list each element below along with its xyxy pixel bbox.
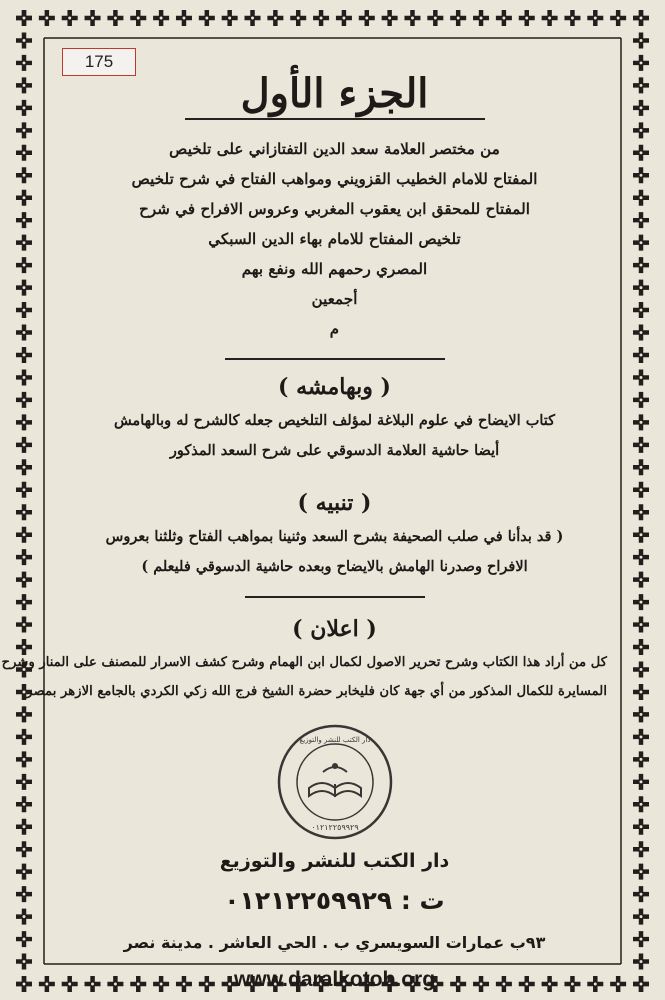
website-link[interactable]: www.daralkotob.org	[233, 968, 436, 991]
announcement-heading: ( اعلان )	[292, 616, 377, 642]
border-ornament	[633, 235, 649, 251]
stamp-number: ٠١٢١٢٢٥٩٩٢٩	[310, 823, 359, 832]
phone-number: ت : ٠١٢١٢٢٥٩٩٢٩	[224, 886, 445, 915]
border-ornament	[633, 572, 649, 588]
stamp-text: دار الكتب للنشر والتوزيع	[299, 736, 370, 744]
subtitle-line: تلخيص المفتاح للامام بهاء الدين السبكي	[208, 230, 461, 248]
border-ornament	[633, 954, 649, 970]
subtitle-line: من مختصر العلامة سعد الدين التفتازاني على تلخيص	[169, 140, 500, 158]
border-ornament	[633, 190, 649, 206]
border-ornament	[16, 167, 32, 183]
border-ornament	[176, 10, 192, 26]
border-ornament	[496, 10, 512, 26]
margin-heading: ( وبهامشه )	[278, 374, 391, 400]
border-ornament	[633, 864, 649, 880]
border-ornament	[633, 369, 649, 385]
border-ornament	[633, 661, 649, 677]
border-ornament	[199, 10, 215, 26]
border-ornament	[633, 909, 649, 925]
border-ornament	[85, 10, 101, 26]
border-ornament	[633, 774, 649, 790]
border-ornament	[16, 841, 32, 857]
border-ornament	[16, 257, 32, 273]
notice-line: الافراح وصدرنا الهامش بالايضاح وبعده حاشية الدسوقي فليعلم )	[141, 558, 528, 575]
border-ornament	[404, 10, 420, 26]
subtitle-block	[62, 134, 607, 344]
subtitle-line: المفتاح للمحقق ابن يعقوب المغربي وعروس الافراح في شرح	[139, 200, 530, 218]
border-ornament	[633, 302, 649, 318]
border-ornament	[633, 841, 649, 857]
border-ornament	[633, 549, 649, 565]
border-ornament	[633, 280, 649, 296]
title-underline	[185, 118, 485, 120]
border-ornament	[633, 10, 649, 26]
publisher-stamp	[275, 722, 395, 842]
border-ornament	[633, 122, 649, 138]
border-ornament	[633, 32, 649, 48]
border-ornament	[633, 729, 649, 745]
border-ornament	[16, 482, 32, 498]
border-ornament	[587, 10, 603, 26]
border-ornament	[62, 10, 78, 26]
border-ornament	[16, 527, 32, 543]
subtitle-line: م	[329, 320, 340, 338]
border-ornament	[633, 796, 649, 812]
border-ornament	[16, 954, 32, 970]
border-ornament	[16, 931, 32, 947]
border-ornament	[16, 751, 32, 767]
border-ornament	[16, 100, 32, 116]
publisher-name: دار الكتب للنشر والتوزيع	[219, 850, 450, 872]
border-ornament	[633, 504, 649, 520]
border-ornament	[16, 280, 32, 296]
stamp-seal-icon	[275, 722, 395, 842]
border-ornament	[542, 10, 558, 26]
border-ornament	[16, 55, 32, 71]
border-ornament	[382, 10, 398, 26]
page-number-label: 175	[62, 48, 136, 76]
border-ornament	[633, 594, 649, 610]
border-ornament	[16, 347, 32, 363]
subtitle-line: المفتاح للامام الخطيب القزويني ومواهب الفتاح في شرح تلخيص	[131, 170, 538, 188]
section-divider	[225, 358, 445, 360]
notice-line: ( قد بدأنا في صلب الصحيفة بشرح السعد وثنينا بمواهب الفتاح وثلثنا بعروس	[105, 528, 564, 545]
border-ornament	[290, 10, 306, 26]
border-ornament	[427, 10, 443, 26]
border-ornament	[633, 145, 649, 161]
border-ornament	[633, 819, 649, 835]
border-ornament	[16, 774, 32, 790]
border-ornament	[610, 10, 626, 26]
border-ornament	[16, 32, 32, 48]
border-ornament	[16, 706, 32, 722]
border-ornament	[222, 10, 238, 26]
border-ornament	[633, 976, 649, 992]
border-ornament	[450, 10, 466, 26]
announcement-line: كل من أراد هذا الكتاب وشرح تحرير الاصول لكمال ابن الهمام وشرح كشف الاسرار للمصنف على المنار وشرح	[1, 655, 607, 670]
announcement-section	[1, 616, 607, 706]
border-ornament	[633, 482, 649, 498]
margin-line: كتاب الايضاح في علوم البلاغة لمؤلف التلخيص جعله كالشرح له وبالهامش	[113, 412, 556, 429]
notice-heading: ( تنبيه )	[297, 490, 372, 516]
border-ornament	[16, 976, 32, 992]
border-ornament	[16, 909, 32, 925]
border-ornament	[633, 392, 649, 408]
border-ornament	[633, 437, 649, 453]
border-ornament	[633, 325, 649, 341]
border-ornament	[267, 10, 283, 26]
border-ornament	[633, 931, 649, 947]
border-ornament	[633, 684, 649, 700]
border-ornament	[16, 77, 32, 93]
border-ornament	[16, 594, 32, 610]
border-ornament	[16, 572, 32, 588]
border-ornament	[633, 77, 649, 93]
border-ornament	[633, 459, 649, 475]
border-ornament	[313, 10, 329, 26]
border-ornament	[245, 10, 261, 26]
subtitle-line: أجمعين	[311, 290, 358, 308]
margin-section	[62, 374, 607, 466]
border-ornament	[633, 886, 649, 902]
border-ornament	[16, 729, 32, 745]
border-ornament	[16, 302, 32, 318]
border-ornament	[336, 10, 352, 26]
border-ornament	[633, 347, 649, 363]
border-ornament	[633, 706, 649, 722]
border-ornament	[16, 617, 32, 633]
border-ornament	[16, 392, 32, 408]
border-ornament	[16, 819, 32, 835]
border-ornament	[16, 459, 32, 475]
announcement-line: المسايرة للكمال المذكور من أي جهة كان فليخابر حضرة الشيخ فرج الله زكي الكردي بالجامع الازهر بمصر	[26, 684, 607, 699]
page-content	[1, 40, 607, 991]
border-ornament	[16, 549, 32, 565]
border-ornament	[16, 504, 32, 520]
border-ornament	[16, 190, 32, 206]
border-ornament	[564, 10, 580, 26]
border-ornament	[633, 639, 649, 655]
page-title: الجزء الأول	[240, 70, 429, 117]
border-ornament	[16, 437, 32, 453]
border-ornament	[610, 976, 626, 992]
border-ornament	[16, 212, 32, 228]
border-ornament	[633, 55, 649, 71]
border-ornament	[107, 10, 123, 26]
border-ornament	[16, 886, 32, 902]
border-ornament	[633, 751, 649, 767]
border-ornament	[633, 527, 649, 543]
border-ornament	[39, 976, 55, 992]
border-ornament	[16, 325, 32, 341]
notice-section	[62, 490, 607, 582]
border-ornament	[519, 10, 535, 26]
border-ornament	[16, 414, 32, 430]
border-ornament	[633, 617, 649, 633]
border-ornament	[130, 10, 146, 26]
border-ornament	[16, 796, 32, 812]
border-ornament	[153, 10, 169, 26]
border-ornament	[16, 864, 32, 880]
border-ornament	[16, 122, 32, 138]
border-ornament	[633, 167, 649, 183]
publisher-address: ٩٣ب عمارات السويسري ب . الحي العاشر . مدينة نصر	[123, 933, 546, 952]
margin-line: أيضا حاشية العلامة الدسوقي على شرح السعد المذكور	[169, 442, 500, 459]
border-ornament	[16, 145, 32, 161]
section-divider	[245, 596, 425, 598]
border-ornament	[473, 10, 489, 26]
border-ornament	[16, 10, 32, 26]
border-ornament	[633, 100, 649, 116]
border-ornament	[633, 257, 649, 273]
border-ornament	[633, 212, 649, 228]
border-ornament	[633, 414, 649, 430]
border-ornament	[39, 10, 55, 26]
border-ornament	[16, 235, 32, 251]
subtitle-line: المصري رحمهم الله ونفع بهم	[241, 260, 428, 278]
border-ornament	[16, 369, 32, 385]
border-ornament	[359, 10, 375, 26]
